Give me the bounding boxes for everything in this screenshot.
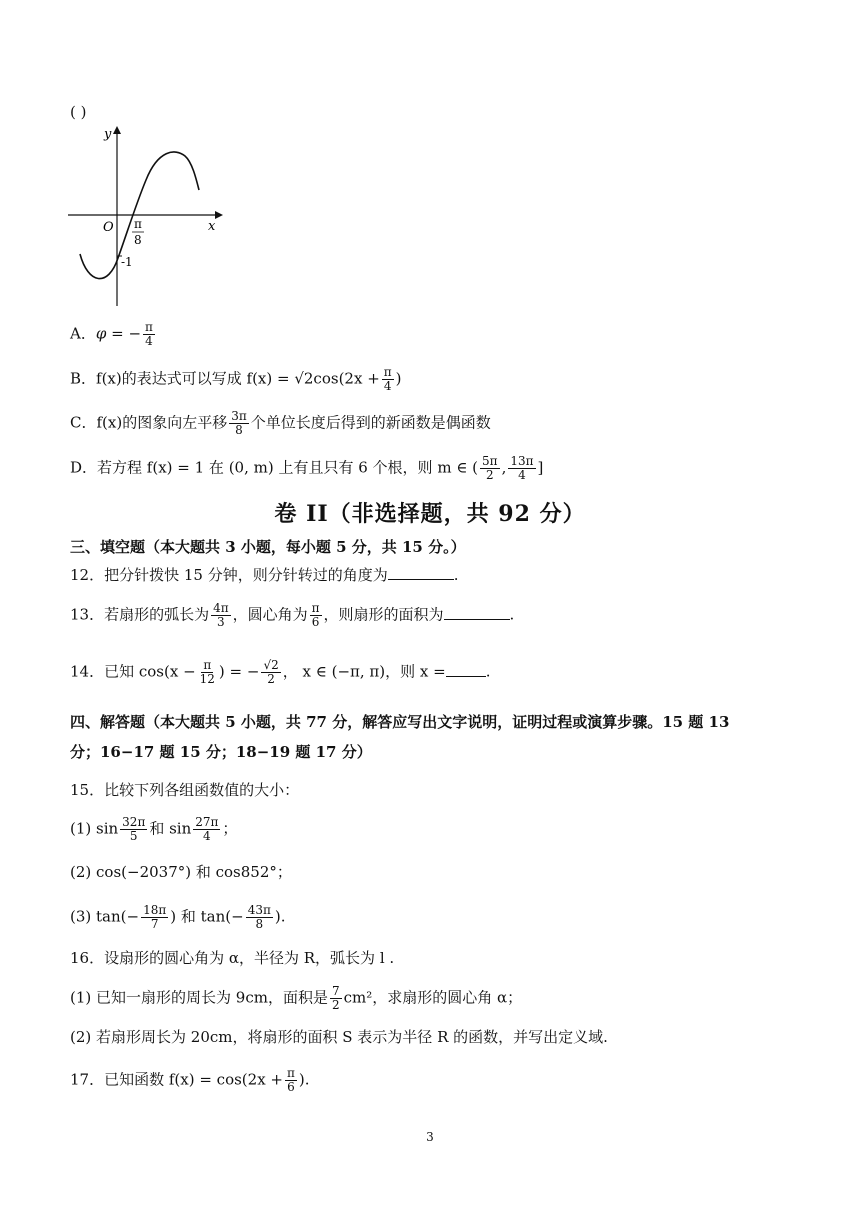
answer-blank[interactable] [446,662,486,677]
question-16: 16．设扇形的圆心角为 α，半径为 R，弧长为 l . [70,949,395,967]
fraction: $\frac{5\pi}{2}$ [482,454,498,482]
fraction: $\frac{√2}{2}$ [263,658,279,686]
question-16-2: (2) 若扇形周长为 20cm，将扇形的面积 S 表示为半径 R 的函数，并写出定义域. [70,1028,608,1046]
fraction: $\frac{43\pi}{8}$ [247,903,271,931]
option-text: 若方程 f(x) = 1 在 (0, m) 上有且只有 6 个根，则 m ∈ ( [97,458,479,477]
y-tick-label: -1 [121,255,133,269]
question-15-2: (2) cos(−2037°) 和 cos852°； [70,863,292,881]
x-axis-arrow-icon [215,211,223,219]
answer-blank[interactable] [444,605,510,620]
option-letter: A． [70,324,96,343]
question-13: 13．若扇形的弧长为 $\frac{4\pi}{3}$ ，圆心角为 $\frac{\pi}{6}$ ，则扇形的面积为 . [70,601,515,629]
option-text: φ = − [95,324,142,343]
question-17: 17．已知函数 f(x) = cos(2x + $\frac{\pi}{6}$ ). [70,1066,310,1094]
question-14: 14．已知 cos(x − $\frac{\pi}{12}$ ) = − $\frac{√2}{2}$ ， x ∈ (−π, π)，则 x = . [70,658,491,686]
fraction: $\frac{7}{2}$ [331,984,340,1012]
x-tick-numerator: π [134,217,142,231]
option-b[interactable] [70,366,402,393]
fraction: $\frac{18\pi}{7}$ [143,903,167,931]
option-text-end: ) [395,369,402,388]
part3-heading: 三、填空题（本大题共 3 小题，每小题 5 分，共 15 分。） [70,538,466,556]
page-number: 3 [426,1130,434,1144]
part4-heading-line2: 分；16−17 题 15 分；18−19 题 17 分） [70,743,372,761]
fraction: $\frac{3\pi}{8}$ [231,409,247,437]
fraction: $\frac{\pi}{4}$ [145,320,153,348]
option-text: f(x)的表达式可以写成 f(x) = √2cos(2x + [96,369,380,388]
fraction: $\frac{4\pi}{3}$ [213,601,229,629]
fraction: $\frac{27\pi}{4}$ [195,815,219,843]
option-d[interactable] [70,455,543,482]
question-15-3: (3) tan(− $\frac{18\pi}{7}$ ) 和 tan(− $\frac{43\pi}{8}$ ). [70,903,286,931]
fraction: $\frac{\pi}{6}$ [311,601,320,629]
option-text-end: ] [537,458,544,477]
option-letter: C． [70,413,97,432]
option-text: f(x)的图象向左平移 [96,413,228,432]
origin-label: O [103,220,114,235]
option-a[interactable] [70,321,157,348]
option-text-end: 个单位长度后得到的新函数是偶函数 [250,413,491,432]
y-axis-label: y [104,127,112,142]
part4-heading-line1: 四、解答题（本大题共 5 小题，共 77 分，解答应写出文字说明，证明过程或演算步骤。15 题 13 [70,713,730,731]
x-tick-denominator: 8 [134,233,142,247]
answer-blank[interactable] [388,565,454,580]
fraction: $\frac{\pi}{6}$ [287,1066,295,1094]
question-15-1: (1) sin $\frac{32\pi}{5}$ 和 sin $\frac{27\pi}{4}$ ； [70,815,238,843]
question-16-1: (1) 已知一扇形的周长为 9cm，面积是 $\frac{7}{2}$ cm²，求扇形的圆心角 α； [70,984,523,1012]
question-15: 15．比较下列各组函数值的大小： [70,781,300,799]
option-letter: B． [70,369,97,388]
question-12: 12．把分针拨快 15 分钟，则分针转过的角度为 . [70,566,459,584]
fraction: $\frac{\pi}{4}$ [383,365,392,393]
option-c[interactable] [70,410,491,437]
comma: , [501,458,507,477]
fraction: $\frac{13\pi}{4}$ [510,454,534,482]
fraction: $\frac{\pi}{12}$ [199,658,215,686]
answer-paren: ( ) [70,103,87,121]
x-axis-label: x [208,219,216,234]
section-title: 卷 II（非选择题，共 92 分） [274,501,586,527]
option-letter: D． [70,458,98,477]
fraction: $\frac{32\pi}{5}$ [122,815,146,843]
y-axis-arrow-icon [113,126,121,134]
function-graph [60,118,230,313]
